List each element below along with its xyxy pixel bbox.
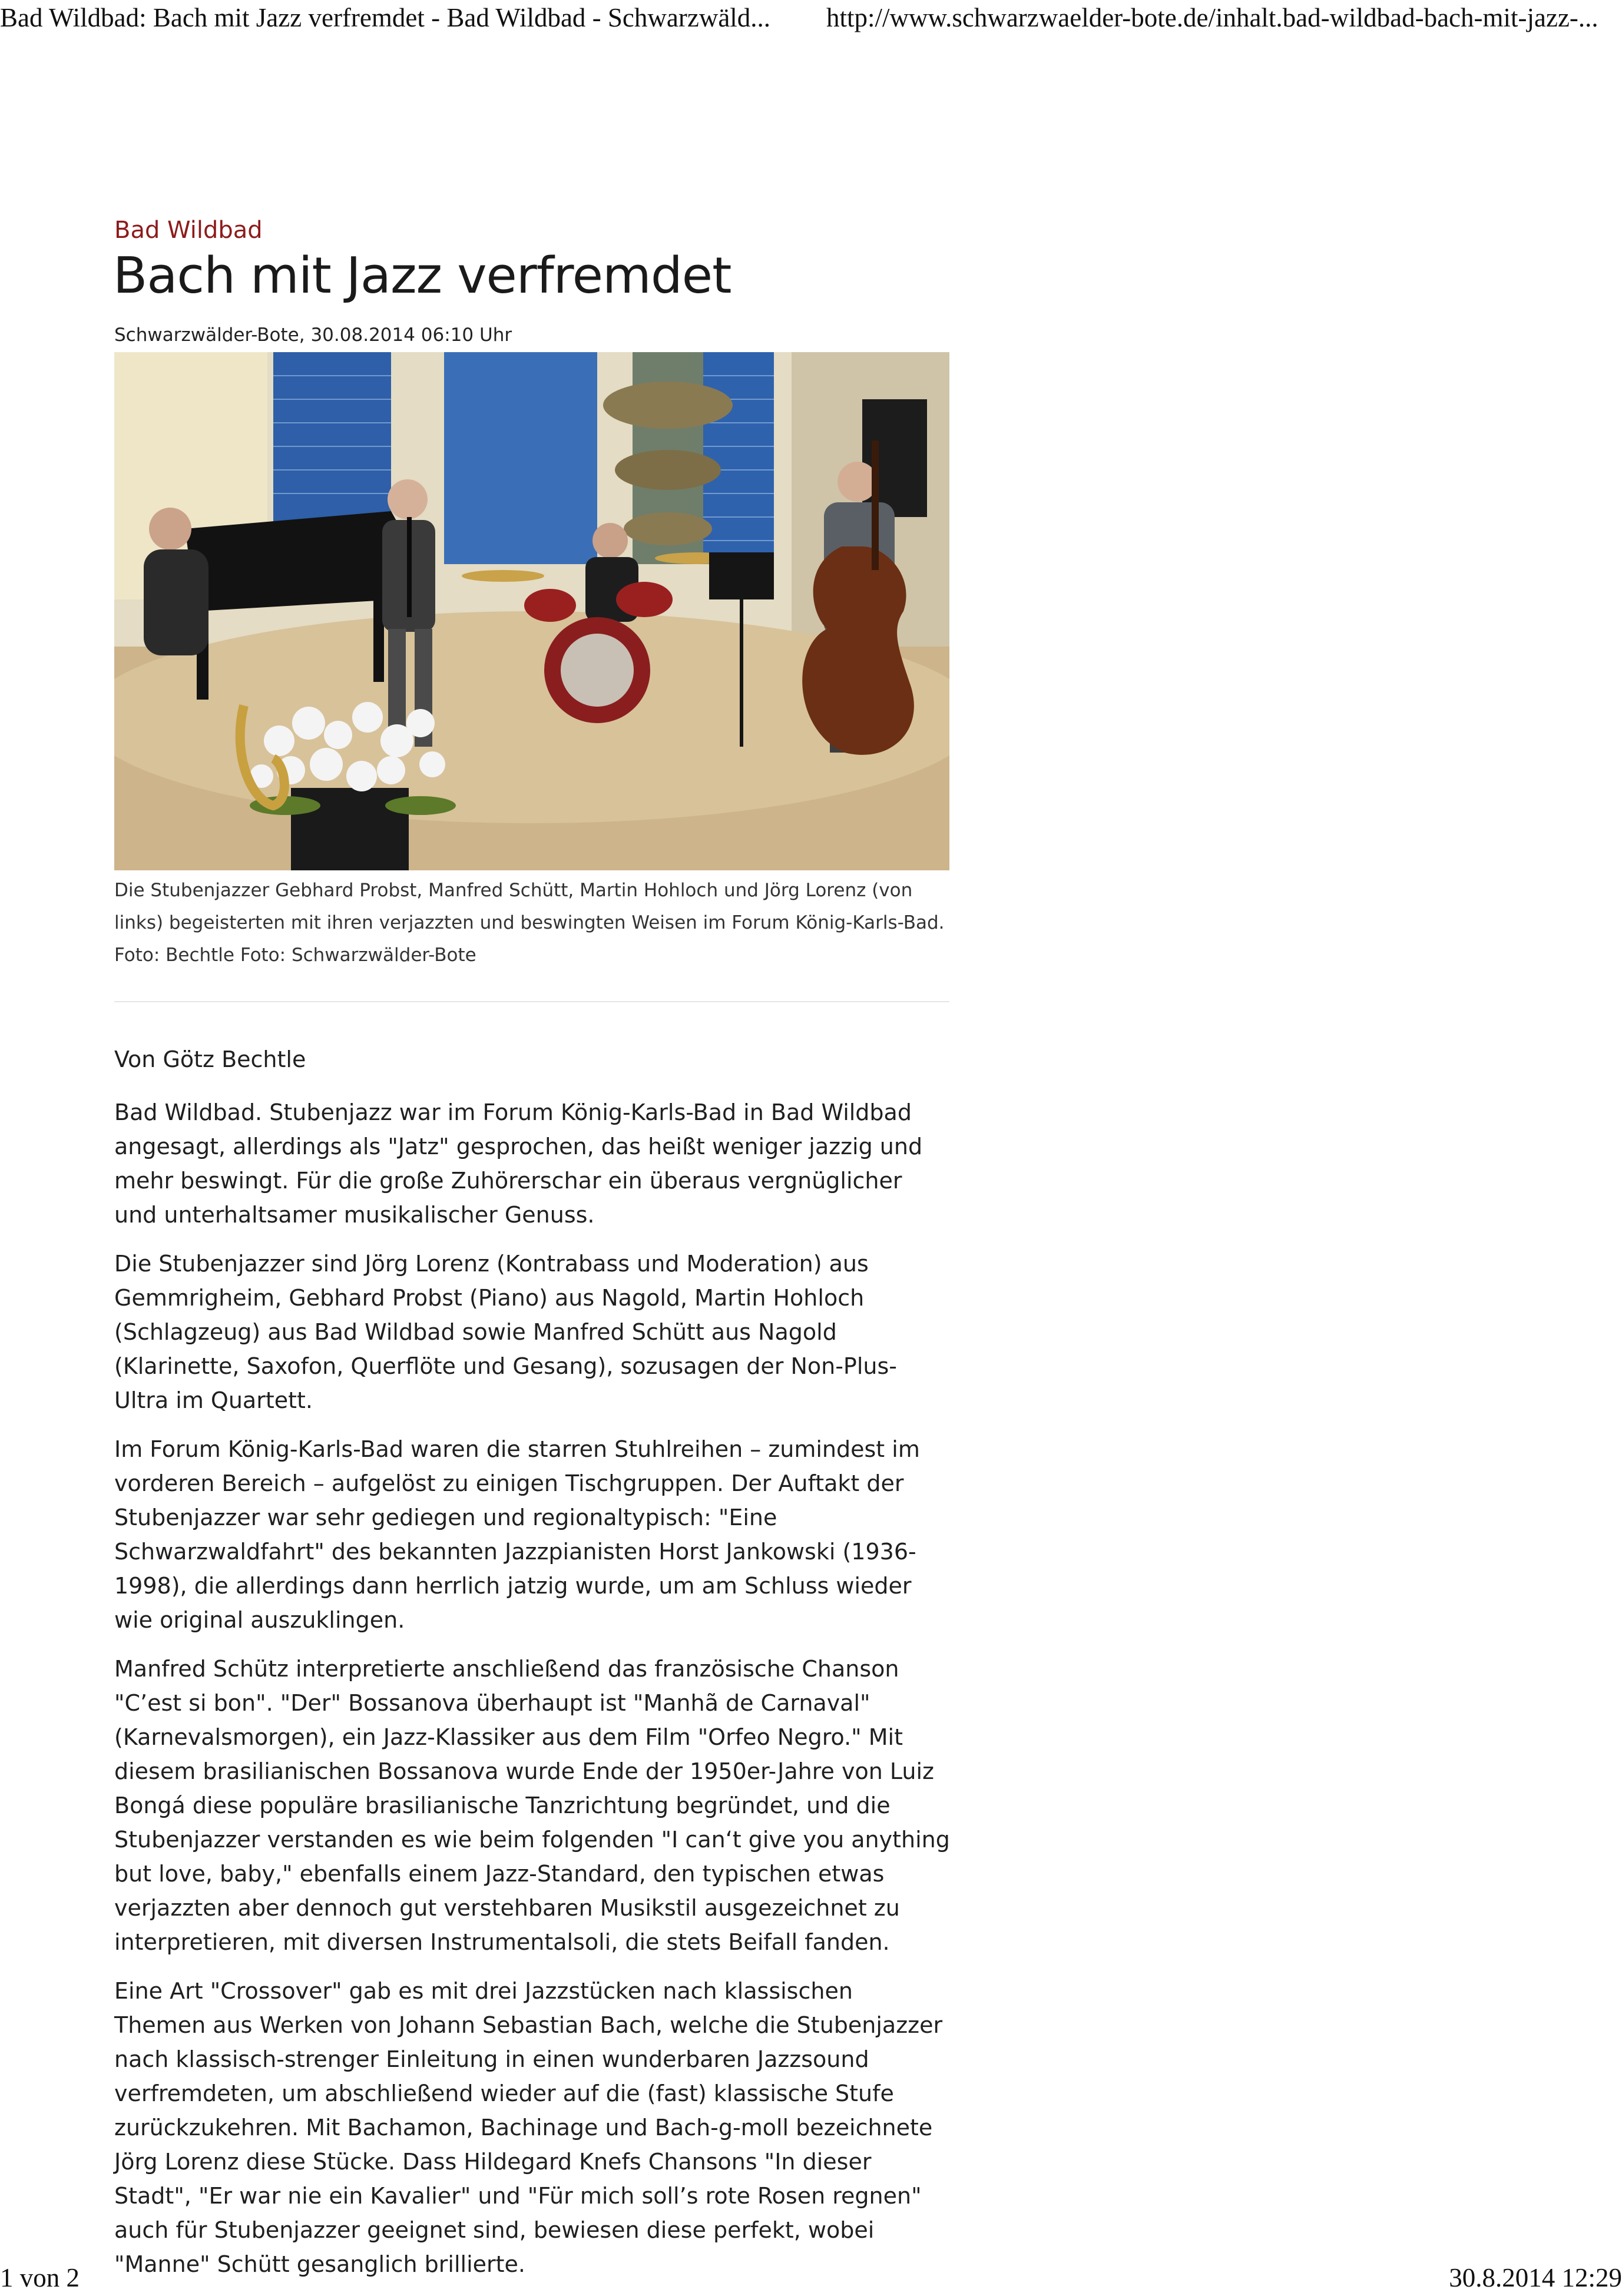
article-headline: Bach mit Jazz verfremdet: [113, 247, 731, 305]
print-footer-timestamp: 30.8.2014 12:29: [1449, 2263, 1622, 2292]
article-paragraph: Manfred Schütz interpretierte anschließend das französische Chanson "C’est si bon". "Der" Bossanova überhaupt ist "Manhã de Carnaval" (Karnevalsmorgen), ein Jazz-Klassiker aus dem Film "Orfeo Negro." Mit diesem brasilianischen Bossanova wurde Ende der 1950er-Jahre von Luiz Bongá diese populäre brasilianische Tanzrichtung begründet, und die Stubenjazzer verstanden es wie beim folgenden "I can‘t give you anything but love, baby," ebenfalls einem Jazz-Standard, den typischen etwas verjazzten aber dennoch gut verstehbaren Musikstil ausgezeichnet zu interpretieren, mit diversen Instrumentalsoli, die stets Beifall fanden.: [114, 1656, 950, 1955]
article-photo: [114, 352, 949, 870]
article-paragraph: Bad Wildbad. Stubenjazz war im Forum König-Karls-Bad in Bad Wildbad angesagt, allerdings als "Jatz" gesprochen, das heißt weniger jazzig und mehr beswingt. Für die große Zuhörerschar ein überaus vergnüglicher und unterhaltsamer musikalischer Genuss.: [114, 1099, 923, 1228]
article-paragraph: Die Stubenjazzer sind Jörg Lorenz (Kontrabass und Moderation) aus Gemmrigheim, Gebhard Probst (Piano) aus Nagold, Martin Hohloch (Schlagzeug) aus Bad Wildbad sowie Manfred Schütt aus Nagold (Klarinette, Saxofon, Querflöte und Gesang), sozusagen der Non-Plus-Ultra im Quartett.: [114, 1251, 897, 1413]
article-author: Von Götz Bechtle: [114, 1046, 306, 1072]
photo-caption: Die Stubenjazzer Gebhard Probst, Manfred Schütt, Martin Hohloch und Jörg Lorenz (von links) begeisterten mit ihren verjazzten und beswingten Weisen im Forum König-Karls-Bad. Foto: Bechtle Foto: Schwarzwälder-Bote: [114, 880, 945, 966]
article-paragraph: Im Forum König-Karls-Bad waren die starren Stuhlreihen – zumindest im vorderen Bereich – aufgelöst zu einigen Tischgruppen. Der Auftakt der Stubenjazzer war sehr gediegen und regionaltypisch: "Eine Schwarzwaldfahrt" des bekannten Jazzpianisten Horst Jankowski (1936-1998), die allerdings dann herrlich jatzig wurde, um am Schluss wieder wie original auszuklingen.: [114, 1436, 920, 1633]
article-kicker[interactable]: Bad Wildbad: [114, 217, 263, 244]
print-header-title: Bad Wildbad: Bach mit Jazz verfremdet - Bad Wildbad - Schwarzwäld...: [0, 3, 771, 32]
section-divider: [114, 1001, 949, 1002]
print-header-url[interactable]: http://www.schwarzwaelder-bote.de/inhalt.bad-wildbad-bach-mit-jazz-...: [826, 3, 1598, 32]
article-dateline: Schwarzwälder-Bote, 30.08.2014 06:10 Uhr: [114, 324, 512, 346]
print-footer-page: 1 von 2: [0, 2263, 80, 2292]
article-paragraph: Eine Art "Crossover" gab es mit drei Jazzstücken nach klassischen Themen aus Werken von Johann Sebastian Bach, welche die Stubenjazzer nach klassisch-strenger Einleitung in einen wunderbaren Jazzsound verfremdeten, um abschließend wieder auf die (fast) klassische Stufe zurückzukehren. Mit Bachamon, Bachinage und Bach-g-moll bezeichnete Jörg Lorenz diese Stücke. Dass Hildegard Knefs Chansons "In dieser Stadt", "Er war nie ein Kavalier" und "Für mich soll’s rote Rosen regnen" auch für Stubenjazzer geeignet sind, bewiesen diese perfekt, wobei "Manne" Schütt gesanglich brillierte.: [114, 1978, 943, 2277]
article-body: [114, 1042, 951, 2296]
